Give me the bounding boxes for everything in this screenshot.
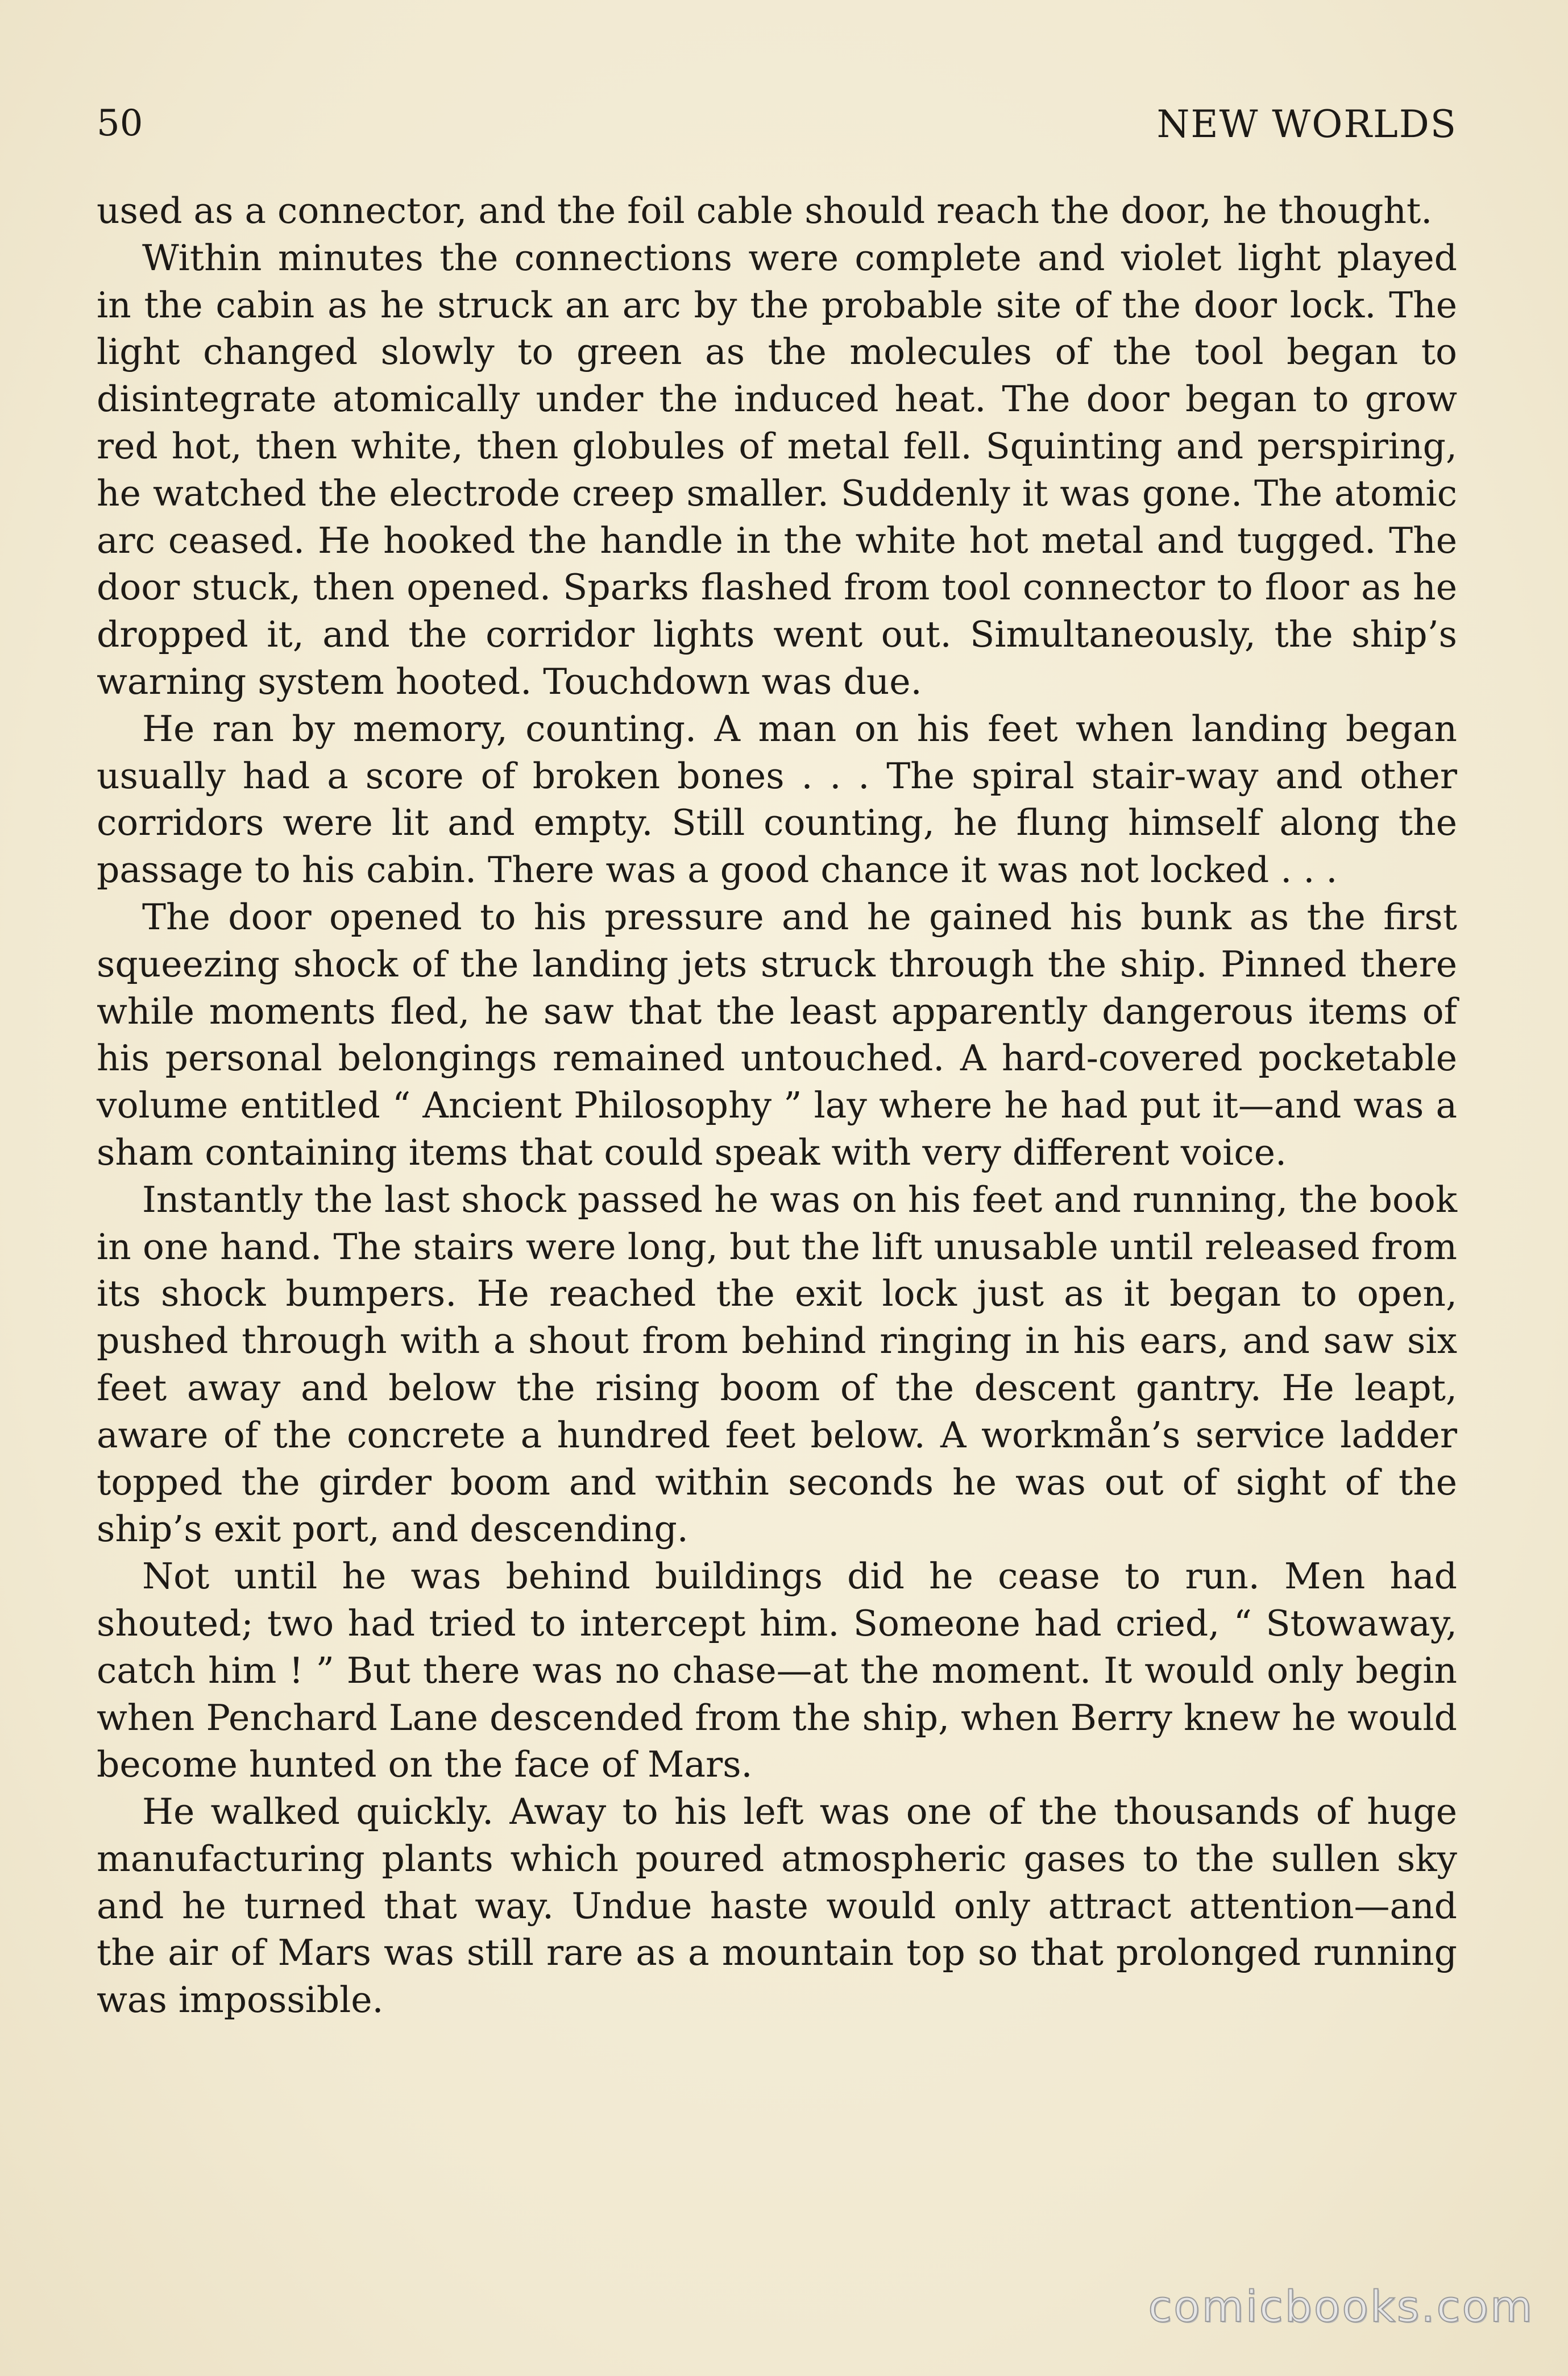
watermark: comicbooks.com [1148, 2281, 1534, 2332]
running-head: NEW WORLDS [1156, 102, 1457, 146]
page-header [97, 97, 1457, 159]
paragraph: He ran by memory, counting. A man on his feet when landing began usually had a score of broken bones . . . The spiral stair-way and other corridors were lit and empty. Still counting, he flung himself along the passage to his cabin. There was a good chance it was not locked . . . [97, 707, 1457, 891]
paragraph: He walked quickly. Away to his left was one of the thousands of huge manufacturing plants which poured atmospheric gases to the sullen sky and he turned that way. Undue haste would only attract attention—and the air of Mars was still rare as a mountain top so that prolonged running was impossible. [97, 1791, 1457, 2021]
paragraph: used as a connector, and the foil cable should reach the door, he thought. [97, 190, 1433, 231]
paragraph: Within minutes the connections were complete and violet light played in the cabin as he struck an arc by the probable site of the door lock. The light changed slowly to green as the molecules of the tool began to disintegrate atomically under the induced heat. The door began to grow red hot, then white, then globules of metal fell. Squinting and perspiring, he watched the electrode creep smaller. Suddenly it was gone. The atomic arc ceased. He hooked the handle in the white hot metal and tugged. The door stuck, then opened. Sparks flashed from tool connector to floor as he dropped it, and the corridor lights went out. Simultaneously, the ship’s warning system hooted. Touchdown was due. [97, 237, 1457, 702]
body-text [97, 188, 1457, 2024]
paragraph: Not until he was behind buildings did he cease to run. Men had shouted; two had tried to intercept him. Someone had cried, “ Stowaway, catch him ! ” But there was no chase—at the moment. It would only begin when Penchard Lane descended from the ship, when Berry knew he would become hunted on the face of Mars. [97, 1555, 1457, 1786]
page-number: 50 [97, 102, 143, 144]
paragraph: Instantly the last shock passed he was on his feet and running, the book in one hand. The stairs were long, but the lift unusable until released from its shock bumpers. He reached the exit lock just as it began to open, pushed through with a shout from behind ringing in his ears, and saw six feet away and below the rising boom of the descent gantry. He leapt, aware of the concrete a hundred feet below. A workmån’s service ladder topped the girder boom and within seconds he was out of sight of the ship’s exit port, and descending. [97, 1178, 1457, 1550]
paragraph: The door opened to his pressure and he gained his bunk as the first squeezing shock of the landing jets struck through the ship. Pinned there while moments fled, he saw that the least apparently dangerous items of his personal belongings remained untouched. A hard-covered pocketable volume entitled “ Ancient Philosophy ” lay where he had put it—and was a sham containing items that could speak with very different voice. [97, 896, 1457, 1173]
